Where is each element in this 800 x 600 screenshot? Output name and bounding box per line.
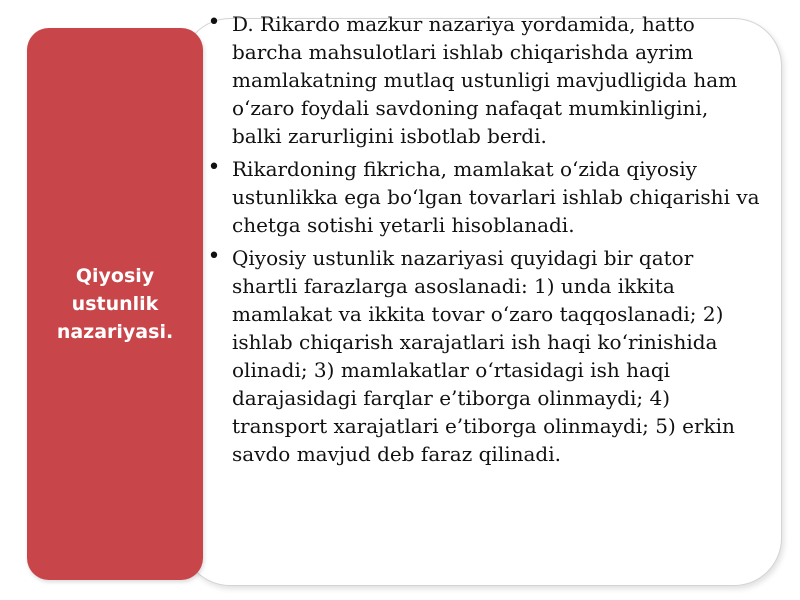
side-label-box	[27, 28, 203, 580]
bullet-item	[204, 244, 764, 468]
bullet-item	[204, 155, 764, 239]
bullet-icon: •	[207, 10, 221, 35]
bullet-text: Qiyosiy ustunlik nazariyasi quyidagi bir qator shartli farazlarga asoslanadi: 1) unda ikkita mamlakat va ikkita tovar o‘zaro taqqoslanadi; 2) ishlab chiqarish xarajatlari ish haqi ko‘rinishida olinadi; 3) mamlakatlar o‘rtasidagi ish haqi darajasidagi farqlar e’tiborga olinmaydi; 4) transport xarajatlari e’tiborga olinmaydi; 5) erkin savdo mavjud deb faraz qilinadi.	[232, 246, 735, 466]
bullet-icon: •	[207, 244, 221, 269]
bullet-text: D. Rikardo mazkur nazariya yordamida, hatto barcha mahsulotlari ishlab chiqarishda ayrim mamlakatning mutlaq ustunligi mavjudligida ham o‘zaro foydali savdoning nafaqat mumkinligini, balki zarurligini isbotlab berdi.	[232, 12, 738, 148]
bullet-text: Rikardoning fikricha, mamlakat o‘zida qiyosiy ustunlikka ega bo‘lgan tovarlari ishlab chiqarishi va chetga sotishi yetarli hisoblanadi.	[232, 157, 760, 237]
bullet-icon: •	[207, 155, 221, 180]
bullet-list	[204, 10, 764, 473]
side-label-title: Qiyosiy ustunlik nazariyasi.	[56, 265, 174, 343]
bullet-item	[204, 10, 764, 150]
